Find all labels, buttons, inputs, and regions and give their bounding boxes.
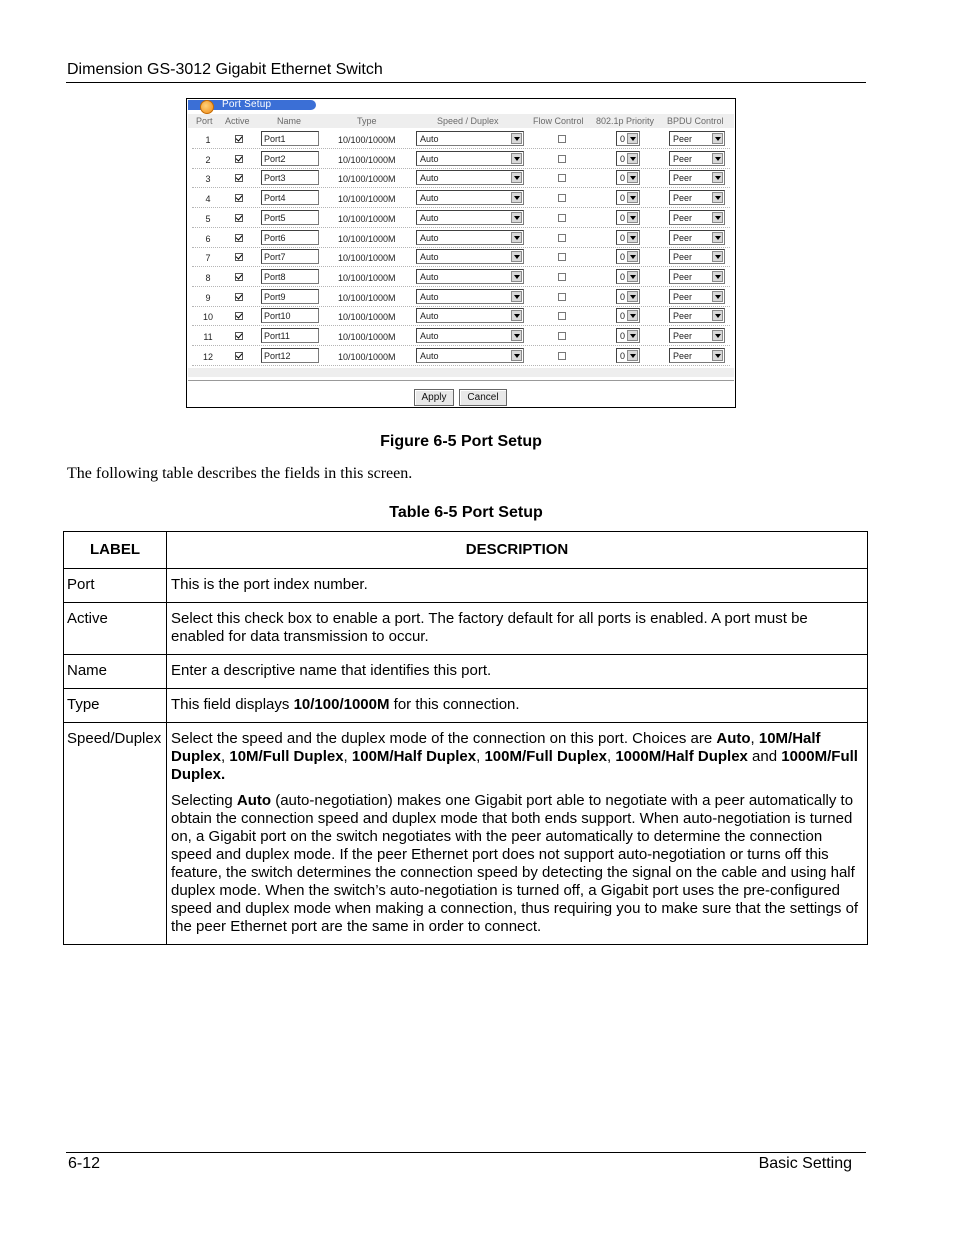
footer-band: [188, 368, 734, 377]
flow-control-checkbox[interactable]: [558, 253, 566, 261]
description-paragraph: [171, 730, 864, 784]
col-flow-control: Flow Control: [533, 116, 584, 126]
speed-duplex-select[interactable]: [416, 170, 524, 185]
field-label: Name: [64, 655, 167, 689]
col-type: Type: [357, 116, 377, 126]
port-name-input[interactable]: Port9: [261, 289, 319, 304]
speed-duplex-select[interactable]: [416, 190, 524, 205]
speed-duplex-select[interactable]: [416, 230, 524, 245]
bold-term: 10/100/1000M: [293, 696, 390, 713]
port-number: 3: [205, 174, 211, 185]
chevron-down-icon[interactable]: [511, 271, 522, 282]
field-label: Port: [64, 569, 167, 603]
bpdu-value: Peer: [673, 173, 693, 184]
col-name: Name: [277, 116, 302, 126]
speed-value: Auto: [420, 173, 439, 184]
port-number: 11: [203, 332, 213, 342]
active-checkbox[interactable]: [235, 214, 243, 222]
bpdu-value: Peer: [673, 291, 693, 302]
table-row: [64, 689, 868, 723]
text-run: ,: [750, 730, 759, 747]
col-priority: 802.1p Priority: [596, 116, 655, 126]
speed-duplex-select[interactable]: [416, 269, 524, 284]
port-row: [188, 268, 734, 287]
bpdu-control-select[interactable]: [669, 249, 725, 264]
priority-value: 0: [620, 173, 626, 184]
speed-duplex-select[interactable]: [416, 210, 524, 225]
description-paragraph: [171, 696, 864, 714]
priority-value: 0: [620, 193, 626, 204]
description-paragraph: [171, 792, 864, 936]
field-description: [167, 655, 868, 689]
speed-value: Auto: [420, 311, 439, 322]
cancel-button[interactable]: Cancel: [459, 389, 507, 406]
flow-control-checkbox[interactable]: [558, 155, 566, 163]
col-bpdu-control: BPDU Control: [667, 116, 724, 126]
port-name-input[interactable]: Port4: [261, 190, 319, 205]
port-name-input[interactable]: Port8: [261, 269, 319, 284]
bpdu-value: Peer: [673, 252, 693, 263]
text-run: and: [747, 748, 782, 765]
text-run: ,: [606, 748, 616, 765]
bold-term: 1000M/Full Duplex.: [171, 748, 858, 783]
bpdu-value: Peer: [673, 232, 693, 243]
chevron-down-icon[interactable]: [627, 192, 638, 203]
priority-value: 0: [620, 134, 626, 144]
port-type: 10/100/1000M: [338, 292, 396, 303]
chevron-down-icon[interactable]: [511, 212, 522, 223]
flow-control-checkbox[interactable]: [558, 332, 566, 340]
priority-select[interactable]: [616, 348, 640, 363]
priority-value: 0: [620, 232, 626, 243]
text-run: Select the speed and the duplex mode of the connection on this port. Choices are: [171, 730, 717, 747]
flow-control-checkbox[interactable]: [558, 273, 566, 281]
port-type: 10/100/1000M: [338, 253, 396, 264]
active-checkbox[interactable]: [235, 234, 243, 242]
port-name-input[interactable]: Port3: [261, 170, 319, 185]
footer-divider: [188, 380, 734, 381]
bpdu-control-select[interactable]: [669, 348, 725, 363]
field-label: Type: [64, 689, 167, 723]
description-paragraph: [171, 576, 864, 594]
label-header: LABEL: [64, 532, 167, 569]
field-description: [167, 569, 868, 603]
port-type: 10/100/1000M: [338, 135, 396, 145]
bold-term: Auto: [236, 792, 272, 809]
chevron-down-icon[interactable]: [511, 192, 522, 203]
chevron-down-icon[interactable]: [712, 212, 723, 223]
active-checkbox[interactable]: [235, 273, 243, 281]
field-description: [167, 723, 868, 945]
bpdu-control-select[interactable]: [669, 308, 725, 323]
port-number: 12: [202, 351, 213, 362]
apply-button[interactable]: Apply: [414, 389, 454, 406]
flow-control-checkbox[interactable]: [558, 214, 566, 222]
speed-value: Auto: [420, 153, 439, 164]
chevron-down-icon[interactable]: [511, 172, 522, 183]
port-number: 9: [205, 292, 211, 303]
port-type: 10/100/1000M: [338, 332, 396, 342]
port-type: 10/100/1000M: [338, 154, 396, 165]
chevron-down-icon[interactable]: [627, 350, 638, 361]
priority-select[interactable]: [616, 131, 640, 146]
port-name-input[interactable]: Port12: [261, 348, 319, 363]
priority-value: 0: [620, 153, 626, 164]
port-type: 10/100/1000M: [338, 233, 396, 244]
speed-value: Auto: [420, 212, 439, 223]
chevron-down-icon[interactable]: [511, 310, 522, 321]
description-table: [63, 531, 868, 945]
chevron-down-icon[interactable]: [627, 133, 638, 144]
field-label: Speed/Duplex: [64, 723, 167, 945]
tab-circle-icon: [200, 100, 214, 114]
priority-value: 0: [620, 291, 626, 302]
priority-select[interactable]: [616, 170, 640, 185]
flow-control-checkbox[interactable]: [558, 312, 566, 320]
table-body: [64, 569, 868, 945]
port-row: [188, 130, 734, 149]
port-number: 6: [205, 233, 211, 244]
text-run: (auto-negotiation) makes one Gigabit port able to negotiate with a peer automatically to obtain the connection speed and duplex mode that both ends support. When auto-negotiation is turned on, a Gigabit port on the switch negotiates with the peer automatically to determine the connection speed and duplex mode. If the peer Ethernet port does not support auto-negotiation or turns off this feature, the switch determines the connection speed by detecting the signal on the cable and using half duplex mode. When the switch’s auto-negotiation is turned off, a Gigabit port uses the pre-configured speed and duplex mode when making a connection, thus requiring you to make sure that the settings of the peer Ethernet port are the same in order to connect.: [171, 792, 859, 935]
chevron-down-icon[interactable]: [627, 172, 638, 183]
active-checkbox[interactable]: [235, 174, 243, 182]
port-name-input[interactable]: Port11: [261, 328, 319, 343]
chevron-down-icon[interactable]: [511, 153, 522, 164]
priority-select[interactable]: [616, 328, 640, 343]
chevron-down-icon[interactable]: [712, 133, 723, 144]
speed-value: Auto: [420, 331, 439, 341]
bpdu-value: Peer: [673, 134, 693, 144]
speed-value: Auto: [420, 134, 439, 144]
port-type: 10/100/1000M: [338, 194, 396, 205]
port-type: 10/100/1000M: [338, 174, 396, 185]
active-checkbox[interactable]: [235, 194, 243, 202]
speed-value: Auto: [420, 350, 439, 361]
bpdu-control-select[interactable]: [669, 269, 725, 284]
bpdu-value: Peer: [673, 193, 693, 204]
port-name-input[interactable]: Port6: [261, 230, 319, 245]
speed-value: Auto: [420, 291, 439, 302]
text-run: This is the port index number.: [171, 576, 368, 593]
port-row: [188, 150, 734, 169]
bpdu-control-select[interactable]: [669, 230, 725, 245]
bpdu-value: Peer: [673, 212, 693, 223]
port-row: [188, 327, 734, 346]
priority-select[interactable]: [616, 289, 640, 304]
text-run: Select this check box to enable a port. The factory default for all ports is enabled. A port must be enabled for data transmission to occur.: [171, 610, 808, 645]
chevron-down-icon[interactable]: [511, 251, 522, 262]
port-number: 5: [205, 213, 211, 224]
table-row: [64, 603, 868, 655]
page-header: [66, 60, 866, 83]
text-run: This field displays: [171, 696, 294, 713]
port-type: 10/100/1000M: [338, 272, 396, 283]
port-row: [188, 347, 734, 366]
priority-select[interactable]: [616, 190, 640, 205]
chevron-down-icon[interactable]: [627, 271, 638, 282]
speed-duplex-select[interactable]: [416, 249, 524, 264]
priority-value: 0: [620, 331, 626, 341]
flow-control-checkbox[interactable]: [558, 352, 566, 360]
priority-select[interactable]: [616, 308, 640, 323]
priority-select[interactable]: [616, 230, 640, 245]
bold-term: 10M/Half Duplex: [171, 730, 821, 765]
port-row: [188, 248, 734, 267]
port-setup-screenshot: [186, 98, 736, 408]
bpdu-value: Peer: [673, 331, 693, 341]
tab-title: Port Setup: [222, 99, 272, 110]
priority-select[interactable]: [616, 210, 640, 225]
chevron-down-icon[interactable]: [712, 350, 723, 361]
speed-value: Auto: [420, 193, 439, 204]
intro-text: The following table describes the fields in this screen.: [67, 465, 413, 482]
port-number: 10: [202, 312, 213, 323]
bpdu-value: Peer: [673, 153, 693, 164]
speed-duplex-select[interactable]: [416, 131, 524, 146]
speed-value: Auto: [420, 271, 439, 282]
table-caption: Table 6-5 Port Setup: [389, 504, 543, 521]
speed-duplex-select[interactable]: [416, 308, 524, 323]
priority-value: 0: [620, 252, 626, 263]
text-run: ,: [221, 748, 230, 765]
table-header-row: [64, 532, 868, 569]
speed-duplex-select[interactable]: [416, 289, 524, 304]
chevron-down-icon[interactable]: [627, 153, 638, 164]
chevron-down-icon[interactable]: [712, 172, 723, 183]
speed-duplex-select[interactable]: [416, 348, 524, 363]
port-type: 10/100/1000M: [338, 213, 396, 224]
active-checkbox[interactable]: [235, 155, 243, 163]
chevron-down-icon[interactable]: [627, 232, 638, 243]
active-checkbox[interactable]: [235, 312, 243, 320]
bold-term: Auto: [716, 730, 751, 747]
speed-value: Auto: [420, 232, 439, 243]
chevron-down-icon[interactable]: [712, 251, 723, 262]
text-run: ,: [343, 748, 352, 765]
chevron-down-icon[interactable]: [627, 330, 638, 341]
section-name: Basic Setting: [758, 1155, 852, 1172]
speed-value: Auto: [420, 252, 439, 263]
page-number: 6-12: [68, 1155, 101, 1172]
table-row: [64, 655, 868, 689]
chevron-down-icon[interactable]: [627, 310, 638, 321]
chevron-down-icon[interactable]: [712, 232, 723, 243]
flow-control-checkbox[interactable]: [558, 234, 566, 242]
page-header-title: Dimension GS-3012 Gigabit Ethernet Switch: [67, 61, 383, 78]
field-description: [167, 603, 868, 655]
chevron-down-icon[interactable]: [712, 153, 723, 164]
description-paragraph: [171, 610, 864, 646]
chevron-down-icon[interactable]: [712, 291, 723, 302]
chevron-down-icon[interactable]: [511, 291, 522, 302]
port-row: [188, 209, 734, 228]
active-checkbox[interactable]: [235, 135, 243, 143]
port-row: [188, 169, 734, 188]
priority-select[interactable]: [616, 249, 640, 264]
bpdu-value: Peer: [673, 311, 693, 322]
port-type: 10/100/1000M: [338, 351, 396, 362]
active-checkbox[interactable]: [235, 253, 243, 261]
bpdu-control-select[interactable]: [669, 289, 725, 304]
description-paragraph: [171, 662, 864, 680]
port-number: 1: [205, 135, 211, 145]
bpdu-control-select[interactable]: [669, 210, 725, 225]
chevron-down-icon[interactable]: [712, 310, 723, 321]
text-run: Selecting: [171, 792, 237, 809]
figure-caption: Figure 6-5 Port Setup: [380, 433, 542, 450]
chevron-down-icon[interactable]: [712, 271, 723, 282]
active-checkbox[interactable]: [235, 332, 243, 340]
port-name-input[interactable]: Port7: [261, 249, 319, 264]
port-name-input[interactable]: Port10: [261, 308, 319, 323]
port-row: [188, 189, 734, 208]
speed-duplex-select[interactable]: [416, 151, 524, 166]
bpdu-value: Peer: [673, 350, 693, 361]
priority-value: 0: [620, 271, 626, 282]
bold-term: 100M/Full Duplex: [484, 748, 607, 765]
page-footer: [66, 1152, 866, 1172]
bpdu-control-select[interactable]: [669, 151, 725, 166]
chevron-down-icon[interactable]: [627, 212, 638, 223]
text-run: ,: [476, 748, 485, 765]
chevron-down-icon[interactable]: [511, 350, 522, 361]
flow-control-checkbox[interactable]: [558, 194, 566, 202]
port-number: 2: [205, 154, 211, 165]
text-run: Enter a descriptive name that identifies this port.: [171, 662, 492, 679]
table-row: [64, 723, 868, 945]
flow-control-checkbox[interactable]: [558, 293, 566, 301]
field-description: [167, 689, 868, 723]
priority-value: 0: [620, 212, 626, 223]
chevron-down-icon[interactable]: [627, 291, 638, 302]
bpdu-value: Peer: [673, 271, 693, 282]
table-row: [64, 569, 868, 603]
text-run: for this connection.: [389, 696, 520, 713]
bpdu-control-select[interactable]: [669, 190, 725, 205]
flow-control-checkbox[interactable]: [558, 174, 566, 182]
port-type: 10/100/1000M: [338, 312, 396, 323]
field-label: Active: [64, 603, 167, 655]
port-row: [188, 307, 734, 326]
port-number: 8: [205, 272, 211, 283]
priority-value: 0: [620, 311, 626, 322]
chevron-down-icon[interactable]: [511, 133, 522, 144]
column-header-row: [188, 114, 734, 128]
port-name-input[interactable]: Port5: [261, 210, 319, 225]
col-speed-duplex: Speed / Duplex: [437, 116, 499, 126]
port-name-input[interactable]: Port2: [261, 151, 319, 166]
bold-term: 100M/Half Duplex: [351, 748, 477, 765]
port-row: [188, 288, 734, 307]
bpdu-control-select[interactable]: [669, 328, 725, 343]
col-port: Port: [196, 116, 213, 126]
speed-duplex-select[interactable]: [416, 328, 524, 343]
bpdu-control-select[interactable]: [669, 170, 725, 185]
active-checkbox[interactable]: [235, 293, 243, 301]
port-name-input[interactable]: Port1: [261, 131, 319, 146]
port-row: [188, 229, 734, 248]
chevron-down-icon[interactable]: [511, 232, 522, 243]
chevron-down-icon[interactable]: [627, 251, 638, 262]
chevron-down-icon[interactable]: [712, 192, 723, 203]
bold-term: 10M/Full Duplex: [229, 748, 344, 765]
priority-select[interactable]: [616, 269, 640, 284]
col-active: Active: [225, 116, 250, 126]
port-number: 4: [205, 194, 211, 205]
port-number: 7: [205, 253, 211, 264]
chevron-down-icon[interactable]: [511, 330, 522, 341]
bold-term: 1000M/Half Duplex: [615, 748, 748, 765]
bpdu-control-select[interactable]: [669, 131, 725, 146]
priority-select[interactable]: [616, 151, 640, 166]
active-checkbox[interactable]: [235, 352, 243, 360]
description-header: DESCRIPTION: [167, 532, 868, 569]
priority-value: 0: [620, 350, 626, 361]
chevron-down-icon[interactable]: [712, 330, 723, 341]
flow-control-checkbox[interactable]: [558, 135, 566, 143]
